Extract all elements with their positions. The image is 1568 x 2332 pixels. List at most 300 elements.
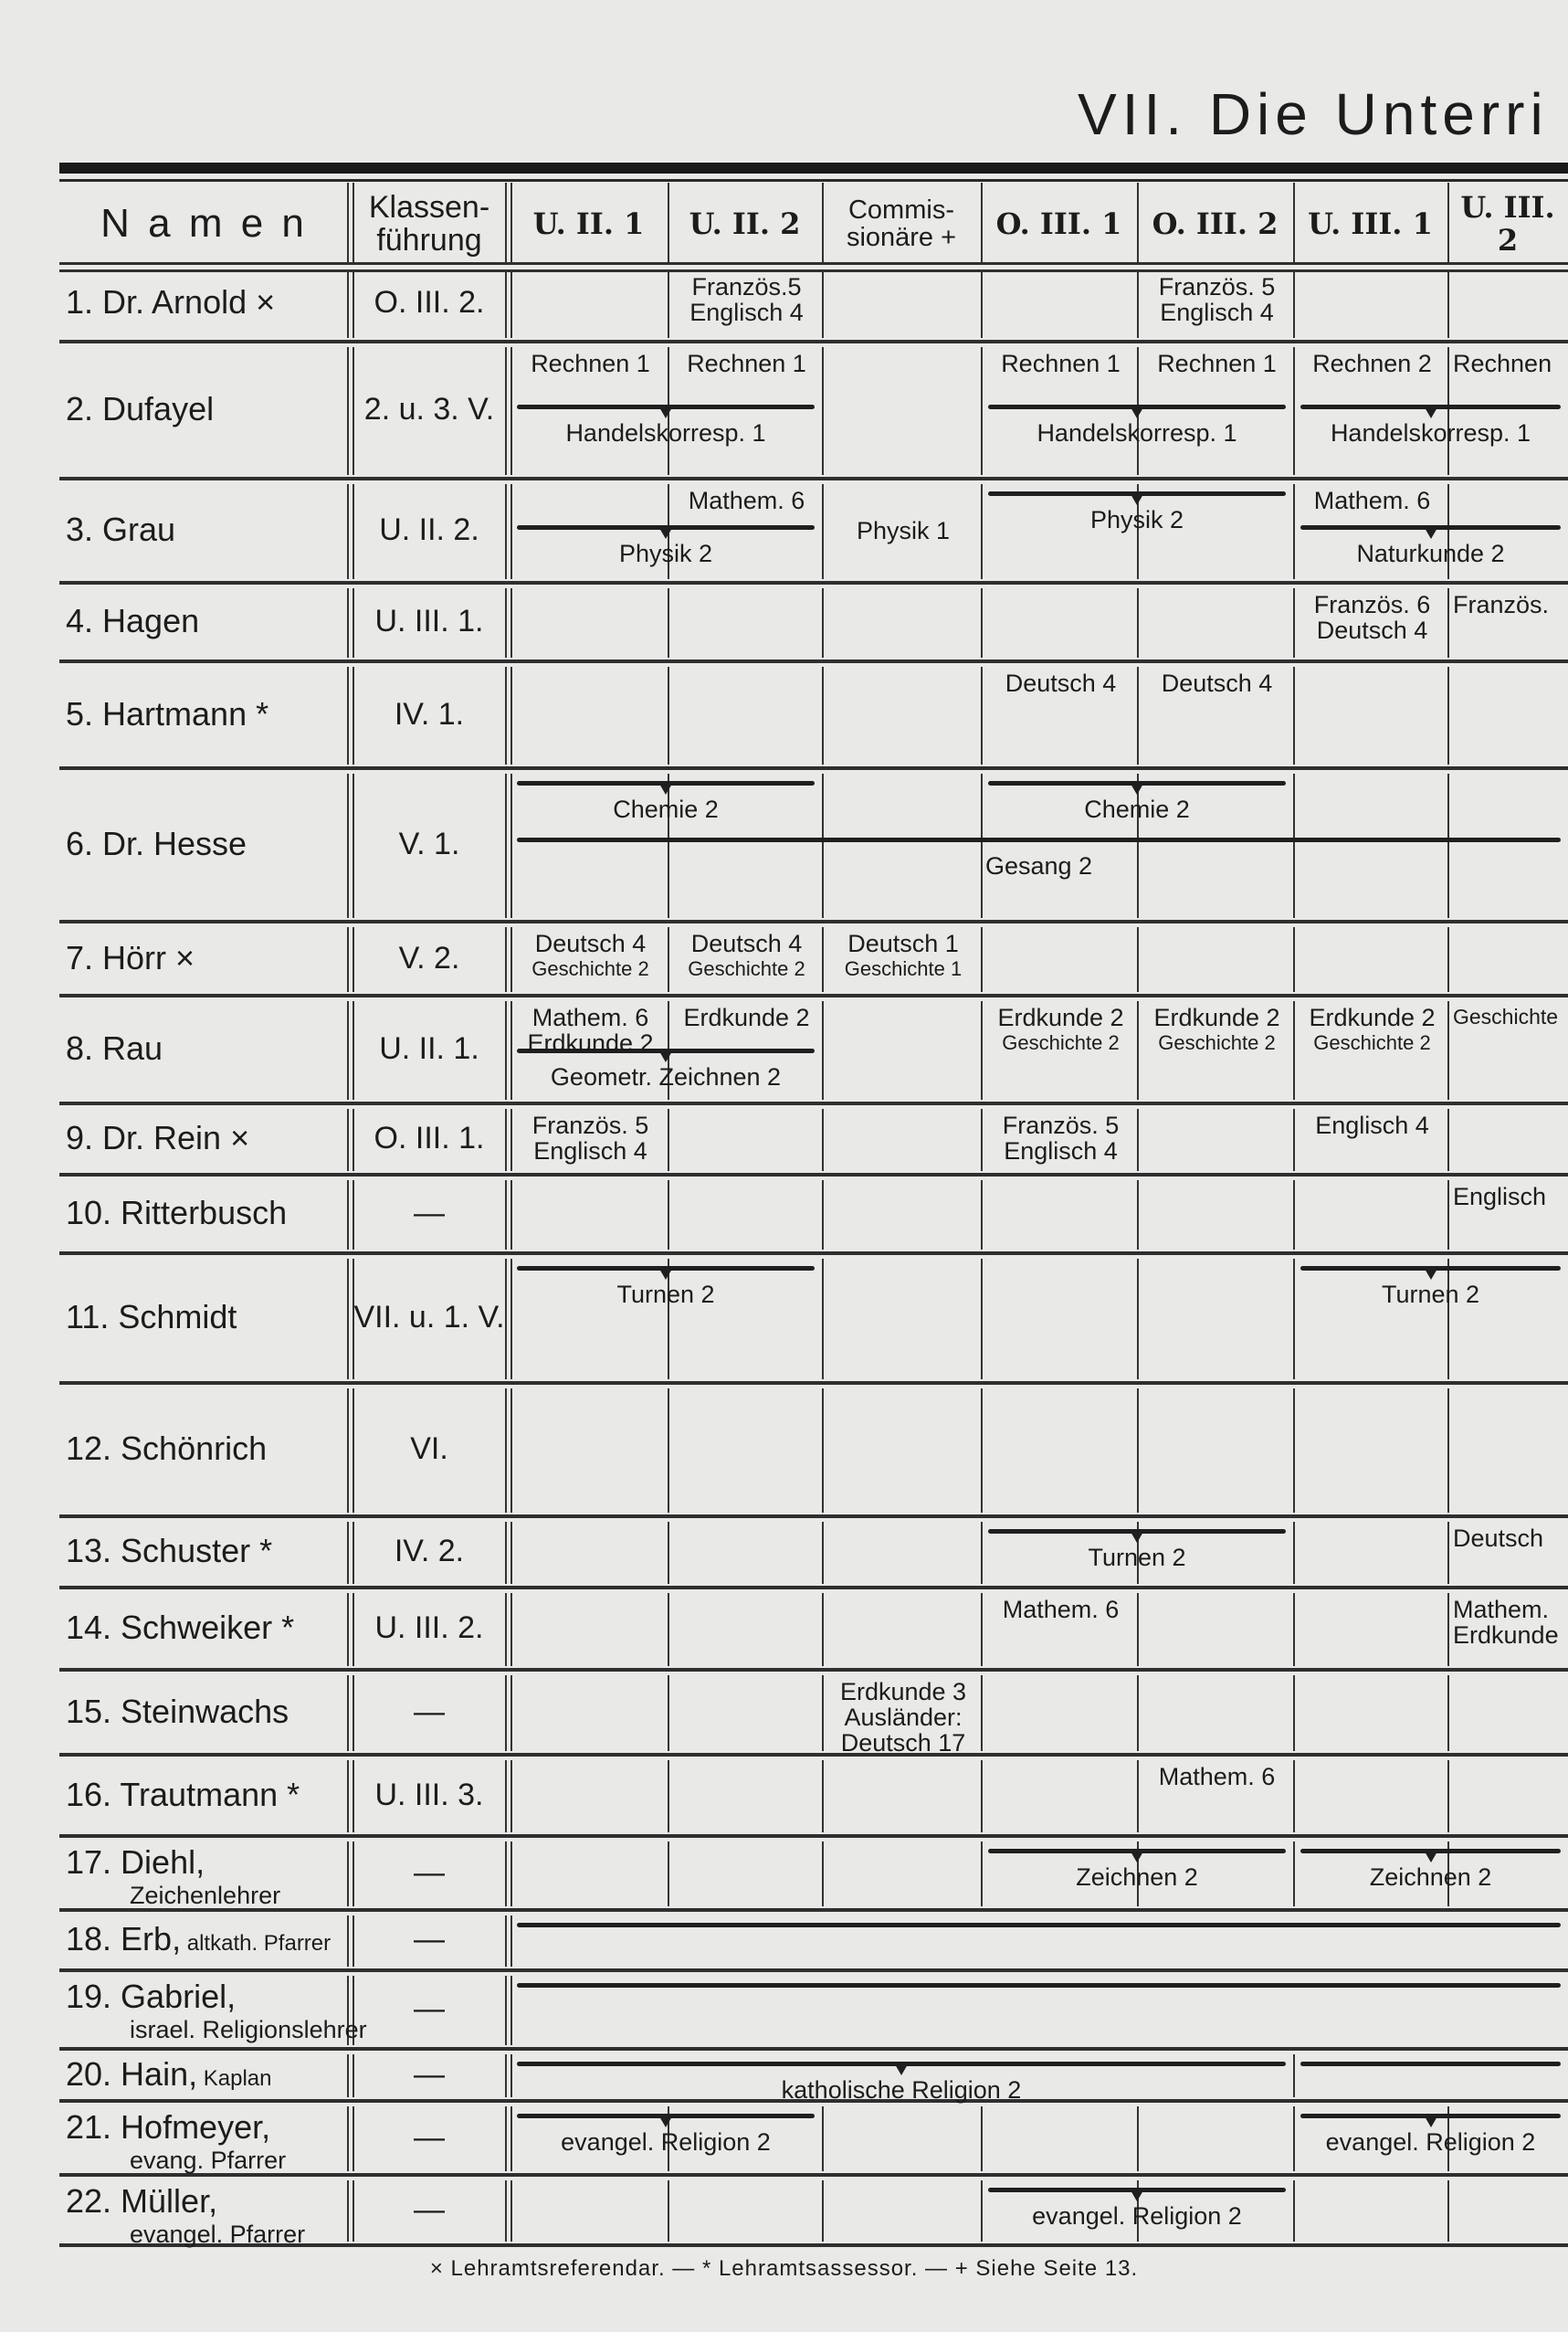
column-divider (1447, 183, 1449, 262)
teacher-name-text: 11. Schmidt (66, 1298, 237, 1335)
subject-cell (1299, 351, 1446, 376)
teacher-name (66, 511, 175, 549)
row-divider (59, 340, 1568, 343)
header-column: Commis- sionäre + (846, 195, 957, 252)
column-divider (1293, 1259, 1295, 1379)
row-divider (59, 1173, 1568, 1177)
column-divider (822, 1180, 824, 1250)
teacher-name (66, 1609, 294, 1647)
column-divider (668, 183, 669, 262)
subject-line: Mathem. 6 (531, 1004, 649, 1031)
column-divider (1293, 588, 1295, 658)
subject-line: Englisch 4 (1160, 299, 1274, 326)
teacher-name (66, 1119, 249, 1157)
column-divider (668, 270, 669, 338)
row-divider (59, 581, 1568, 585)
column-divider (981, 1522, 983, 1584)
subject-line: Englisch (1453, 1183, 1547, 1210)
column-divider (1293, 270, 1295, 338)
subject-cell (673, 274, 820, 325)
row-divider (59, 1102, 1568, 1105)
subject-cell (1299, 1113, 1446, 1138)
span-brace (988, 2188, 1286, 2192)
subject-line: Mathem. 6 (688, 487, 805, 514)
subject-cell (515, 1005, 666, 1056)
column-divider (1447, 1593, 1449, 1666)
column-divider (981, 774, 983, 918)
column-divider (668, 1388, 669, 1513)
row-divider (59, 766, 1568, 770)
column-divider (668, 1109, 669, 1171)
column-divider (668, 1675, 669, 1751)
subject-line: Geschichte 2 (688, 957, 805, 980)
row-divider (59, 1586, 1568, 1589)
teacher-name (66, 695, 268, 733)
column-divider (822, 2180, 824, 2242)
column-divider (1447, 1109, 1449, 1171)
teacher-name (66, 1843, 280, 1910)
span-brace (517, 2062, 1286, 2066)
column-divider (505, 183, 507, 262)
class-assignment: — (414, 1196, 445, 1230)
column-divider (981, 1841, 983, 1906)
span-subject: Physik 2 (1089, 506, 1184, 533)
subject-line: Geschichte 2 (531, 957, 649, 980)
subject-line: Erdkunde 3 (839, 1678, 967, 1705)
span-brace (1300, 2062, 1561, 2066)
class-assignment: U. II. 1. (379, 1031, 479, 1066)
subject-cell (986, 1597, 1135, 1622)
header-column: U. II. 2 (689, 206, 801, 241)
column-divider (1293, 1675, 1295, 1751)
column-divider (1293, 2106, 1295, 2171)
column-divider (1293, 1109, 1295, 1171)
subject-cell (1142, 351, 1291, 376)
subject-cell (1453, 1184, 1566, 1209)
row-divider (59, 1968, 1568, 1972)
column-divider (1293, 1522, 1295, 1584)
class-assignment: U. III. 3. (374, 1777, 484, 1812)
column-divider (822, 270, 824, 338)
header-column: U. III. 1 (1308, 206, 1433, 241)
subject-line: Erdkunde (1453, 1621, 1559, 1649)
span-subject: Physik 2 (618, 540, 713, 567)
teacher-role: Zeichenlehrer (130, 1882, 281, 1909)
subject-line: Erdkunde 2 (1153, 1004, 1280, 1031)
subject-cell (1299, 1005, 1446, 1056)
teacher-name-text: 22. Müller, (66, 2182, 218, 2220)
subject-cell (673, 488, 820, 513)
column-divider (1293, 1001, 1295, 1100)
column-divider (981, 1675, 983, 1751)
class-assignment: — (414, 2191, 445, 2227)
class-assignment: 2. u. 3. V. (363, 392, 495, 427)
header-column: U. II. 1 (532, 206, 645, 241)
subject-cell (1299, 488, 1446, 513)
column-divider (1447, 1259, 1449, 1379)
column-divider (1447, 927, 1449, 992)
column-divider (1447, 774, 1449, 918)
row-divider (59, 660, 1568, 663)
column-divider (1447, 667, 1449, 765)
subject-line: Rechnen 1 (1157, 350, 1277, 377)
column-divider (981, 2180, 983, 2242)
teacher-name (66, 2108, 286, 2175)
column-divider (981, 1109, 983, 1171)
subject-cell (515, 351, 666, 376)
span-brace (988, 491, 1286, 496)
subject-line: Deutsch (1453, 1525, 1544, 1552)
column-divider (668, 927, 669, 992)
column-divider (668, 1522, 669, 1584)
row-divider (59, 1834, 1568, 1838)
column-divider (1293, 484, 1295, 579)
subject-line: Rechnen 2 (1312, 350, 1432, 377)
teacher-name (66, 939, 195, 977)
column-divider (1137, 270, 1139, 338)
subject-line: Englisch 4 (1004, 1137, 1118, 1165)
subject-line: Mathem. 6 (1002, 1596, 1120, 1623)
column-divider (1137, 1109, 1139, 1171)
span-subject: Zeichnen 2 (1369, 1863, 1492, 1891)
span-brace (517, 1266, 815, 1271)
teacher-name-text: 21. Hofmeyer, (66, 2108, 271, 2146)
teacher-name-text: 9. Dr. Rein × (66, 1119, 250, 1156)
span-brace (517, 405, 815, 409)
subject-line: Französ. (1453, 591, 1550, 618)
subject-cell (1453, 1005, 1566, 1029)
subject-line: Geschichte 2 (1002, 1031, 1120, 1054)
header-rule (59, 262, 1568, 265)
column-divider (668, 667, 669, 765)
column-divider (1137, 1259, 1139, 1379)
column-divider (822, 1001, 824, 1100)
column-divider (822, 484, 824, 579)
column-divider (822, 1760, 824, 1832)
column-divider (1137, 1593, 1139, 1666)
column-divider (981, 484, 983, 579)
subject-cell (1453, 592, 1566, 617)
column-divider (1293, 1180, 1295, 1250)
subject-cell (827, 518, 979, 543)
subject-line: Geschichte 2 (1313, 1031, 1431, 1054)
class-assignment: O. III. 2. (374, 285, 485, 320)
subject-line: Englisch 4 (533, 1137, 647, 1165)
column-divider (822, 1388, 824, 1513)
column-divider (981, 1388, 983, 1513)
span-brace (517, 2114, 815, 2118)
subject-cell (986, 351, 1135, 376)
span-brace (988, 1849, 1286, 1853)
column-divider (1137, 667, 1139, 765)
column-divider (822, 774, 824, 918)
row-divider (59, 477, 1568, 480)
subject-line: Deutsch 4 (1005, 670, 1117, 697)
column-divider (822, 1593, 824, 1666)
subject-line: Geschichte 1 (844, 957, 963, 980)
span-brace (988, 405, 1286, 409)
span-brace (517, 525, 815, 530)
subject-line: Physik 1 (856, 517, 951, 544)
span-brace (1300, 2114, 1561, 2118)
subject-line: Geschichte (1453, 1005, 1559, 1029)
teacher-name-text: 15. Steinwachs (66, 1692, 289, 1730)
subject-cell (827, 931, 979, 982)
subject-cell (986, 1113, 1135, 1164)
teacher-name (66, 825, 247, 863)
column-divider (1137, 588, 1139, 658)
span-subject: Turnen 2 (1381, 1281, 1480, 1308)
teacher-name-text: 8. Rau (66, 1029, 163, 1067)
column-divider (1447, 1760, 1449, 1832)
span-brace (517, 1923, 1561, 1927)
column-divider (822, 347, 824, 475)
column-divider (1137, 927, 1139, 992)
row-divider (59, 2047, 1568, 2051)
column-divider (1447, 1522, 1449, 1584)
teacher-name (66, 1978, 367, 2044)
subject-cell (1142, 1764, 1291, 1789)
column-divider (822, 1841, 824, 1906)
row-divider (59, 1381, 1568, 1385)
teacher-name-text: 7. Hörr × (66, 938, 195, 976)
row-divider (59, 1668, 1568, 1672)
column-divider (822, 667, 824, 765)
class-assignment: — (414, 1922, 445, 1957)
class-assignment: — (414, 1854, 445, 1890)
span-subject: Handelskorresp. 1 (565, 419, 766, 447)
teacher-role: Kaplan (197, 2065, 272, 2091)
teacher-name (66, 390, 214, 428)
span-brace (988, 781, 1286, 786)
subject-line: Französ. 5 (531, 1112, 649, 1139)
column-divider (1447, 1180, 1449, 1250)
teacher-name-text: 5. Hartmann * (66, 694, 269, 733)
span-subject: Geometr. Zeichnen 2 (550, 1063, 782, 1091)
column-divider (1137, 2106, 1139, 2171)
column-divider (981, 588, 983, 658)
class-assignment: U. II. 2. (379, 512, 479, 547)
teacher-name-text: 14. Schweiker * (66, 1609, 295, 1646)
column-divider (668, 1841, 669, 1906)
subject-line: Rechnen 1 (531, 350, 650, 377)
span-subject: Gesang 2 (984, 852, 1093, 880)
span-brace (517, 781, 815, 786)
teacher-role: israel. Religionslehrer (130, 2016, 367, 2043)
class-assignment: IV. 1. (394, 696, 465, 732)
column-divider (981, 667, 983, 765)
top-rule-thin (59, 179, 1568, 182)
teacher-name-text: 1. Dr. Arnold × (66, 283, 276, 321)
column-divider (1293, 1388, 1295, 1513)
class-assignment: — (414, 1991, 445, 2026)
column-divider (668, 2180, 669, 2242)
subject-cell (1453, 351, 1566, 376)
header-column: O. III. 1 (995, 206, 1122, 241)
subject-cell (515, 931, 666, 982)
teacher-name (66, 1693, 289, 1731)
page-title: VII. Die Unterri (1078, 81, 1549, 147)
column-divider (981, 1593, 983, 1666)
subject-cell (986, 670, 1135, 696)
span-brace (517, 838, 1561, 842)
teacher-name-text: 16. Trautmann * (66, 1775, 300, 1813)
column-divider (1447, 2180, 1449, 2242)
column-divider (668, 1760, 669, 1832)
subject-cell (1453, 1525, 1566, 1551)
span-subject: Chemie 2 (613, 796, 719, 823)
class-assignment: V. 1. (398, 827, 460, 861)
column-divider (1293, 667, 1295, 765)
teacher-name-text: 13. Schuster * (66, 1532, 273, 1569)
span-subject: katholische Religion 2 (781, 2076, 1022, 2104)
column-divider (1447, 1675, 1449, 1751)
span-brace (1300, 405, 1561, 409)
teacher-name (66, 1029, 163, 1068)
column-divider (981, 1760, 983, 1832)
teacher-name (66, 1532, 272, 1570)
span-subject: evangel. Religion 2 (561, 2128, 771, 2156)
column-divider (981, 1180, 983, 1250)
column-divider (822, 927, 824, 992)
header-namen: N a m e n (100, 201, 308, 246)
column-divider (822, 2106, 824, 2171)
subject-line: Deutsch 1 (847, 930, 959, 957)
subject-line: Deutsch 4 (1316, 617, 1428, 644)
subject-line: Rechnen 1 (687, 350, 806, 377)
column-divider (1137, 1760, 1139, 1832)
subject-cell (1142, 274, 1291, 325)
span-subject: Zeichnen 2 (1076, 1863, 1198, 1891)
span-subject: Naturkunde 2 (1356, 540, 1505, 567)
column-divider (1137, 1001, 1139, 1100)
column-divider (1137, 1180, 1139, 1250)
subject-line: Rechnen (1453, 350, 1552, 377)
span-brace (517, 1983, 1561, 1988)
column-divider (981, 1259, 983, 1379)
teacher-role: evang. Pfarrer (130, 2147, 287, 2174)
subject-line: Deutsch 4 (690, 930, 803, 957)
teacher-name (66, 1194, 287, 1232)
subject-line: Erdkunde 2 (997, 1004, 1124, 1031)
column-divider (1447, 1388, 1449, 1513)
teacher-name-text: 6. Dr. Hesse (66, 825, 247, 862)
top-rule (59, 163, 1568, 174)
subject-line: Deutsch 17 (840, 1729, 966, 1757)
subject-line: Französ.5 (691, 273, 802, 301)
column-divider (1447, 1001, 1449, 1100)
column-divider (822, 1522, 824, 1584)
subject-line: Mathem. 6 (1313, 487, 1431, 514)
teacher-name-text: 2. Dufayel (66, 390, 215, 427)
column-divider (981, 347, 983, 475)
subject-cell (827, 1679, 979, 1756)
column-divider (981, 270, 983, 338)
column-divider (668, 1593, 669, 1666)
column-divider (1293, 183, 1295, 262)
row-divider (59, 920, 1568, 923)
subject-cell (1453, 1597, 1566, 1648)
span-brace (988, 1529, 1286, 1534)
span-subject: Handelskorresp. 1 (1330, 419, 1531, 447)
class-assignment: VI. (410, 1431, 448, 1466)
teacher-name (66, 1776, 300, 1814)
span-subject: Chemie 2 (1084, 796, 1190, 823)
subject-cell (1299, 592, 1446, 643)
row-divider (59, 1251, 1568, 1255)
subject-cell (673, 1005, 820, 1030)
span-brace (1300, 1849, 1561, 1853)
span-subject: evangel. Religion 2 (1325, 2128, 1536, 2156)
teacher-name (66, 2055, 272, 2094)
row-divider (59, 1753, 1568, 1757)
teacher-name-text: 17. Diehl, (66, 1843, 205, 1881)
column-divider (1293, 2054, 1295, 2097)
column-divider (347, 183, 349, 262)
teacher-name-text: 12. Schönrich (66, 1430, 268, 1467)
subject-cell (673, 931, 820, 982)
subject-cell (986, 1005, 1135, 1056)
header-column: O. III. 2 (1152, 206, 1279, 241)
column-divider (1293, 1841, 1295, 1906)
subject-line: Englisch 4 (689, 299, 804, 326)
column-divider (1447, 588, 1449, 658)
row-divider (59, 1908, 1568, 1912)
column-divider (822, 1259, 824, 1379)
teacher-name-text: 20. Hain, (66, 2054, 198, 2093)
subject-line: Mathem. (1453, 1596, 1550, 1623)
teacher-name (66, 2182, 305, 2249)
footnote-legend: × Lehramtsreferendar. — * Lehramtsassessor. — + Siehe Seite 13. (429, 2256, 1139, 2281)
column-divider (1293, 774, 1295, 918)
span-subject: Turnen 2 (616, 1281, 715, 1308)
row-divider (59, 994, 1568, 997)
subject-cell (1142, 1005, 1291, 1056)
subject-line: Englisch 4 (1315, 1112, 1429, 1139)
teacher-name-text: 10. Ritterbusch (66, 1194, 288, 1231)
column-divider (981, 2106, 983, 2171)
subject-line: Rechnen 1 (1001, 350, 1121, 377)
column-divider (668, 588, 669, 658)
subject-line: Geschichte 2 (1158, 1031, 1276, 1054)
column-divider (981, 183, 983, 262)
teacher-name-text: 4. Hagen (66, 602, 200, 639)
row-divider (59, 1514, 1568, 1518)
class-assignment: O. III. 1. (374, 1121, 485, 1155)
class-assignment: IV. 2. (394, 1534, 465, 1568)
subject-line: Ausländer: (844, 1704, 963, 1731)
column-divider (822, 588, 824, 658)
class-assignment: V. 2. (398, 940, 460, 976)
subject-line: Französ. 6 (1313, 591, 1431, 618)
class-assignment: U. III. 1. (374, 604, 484, 638)
column-divider (981, 1001, 983, 1100)
span-subject: Handelskorresp. 1 (1037, 419, 1237, 447)
header-rule (59, 269, 1568, 272)
header-klassenfuehrung: Klassen- führung (368, 190, 490, 258)
column-divider (822, 1675, 824, 1751)
column-divider (1137, 1675, 1139, 1751)
teacher-role: evangel. Pfarrer (130, 2221, 306, 2248)
column-divider (1293, 1593, 1295, 1666)
class-assignment: — (414, 1694, 445, 1729)
column-divider (981, 927, 983, 992)
class-assignment: VII. u. 1. V. (353, 1300, 505, 1335)
subject-line: Deutsch 4 (1161, 670, 1273, 697)
subject-line: Deutsch 4 (534, 930, 647, 957)
column-divider (1447, 347, 1449, 475)
teacher-name-text: 3. Grau (66, 511, 176, 548)
